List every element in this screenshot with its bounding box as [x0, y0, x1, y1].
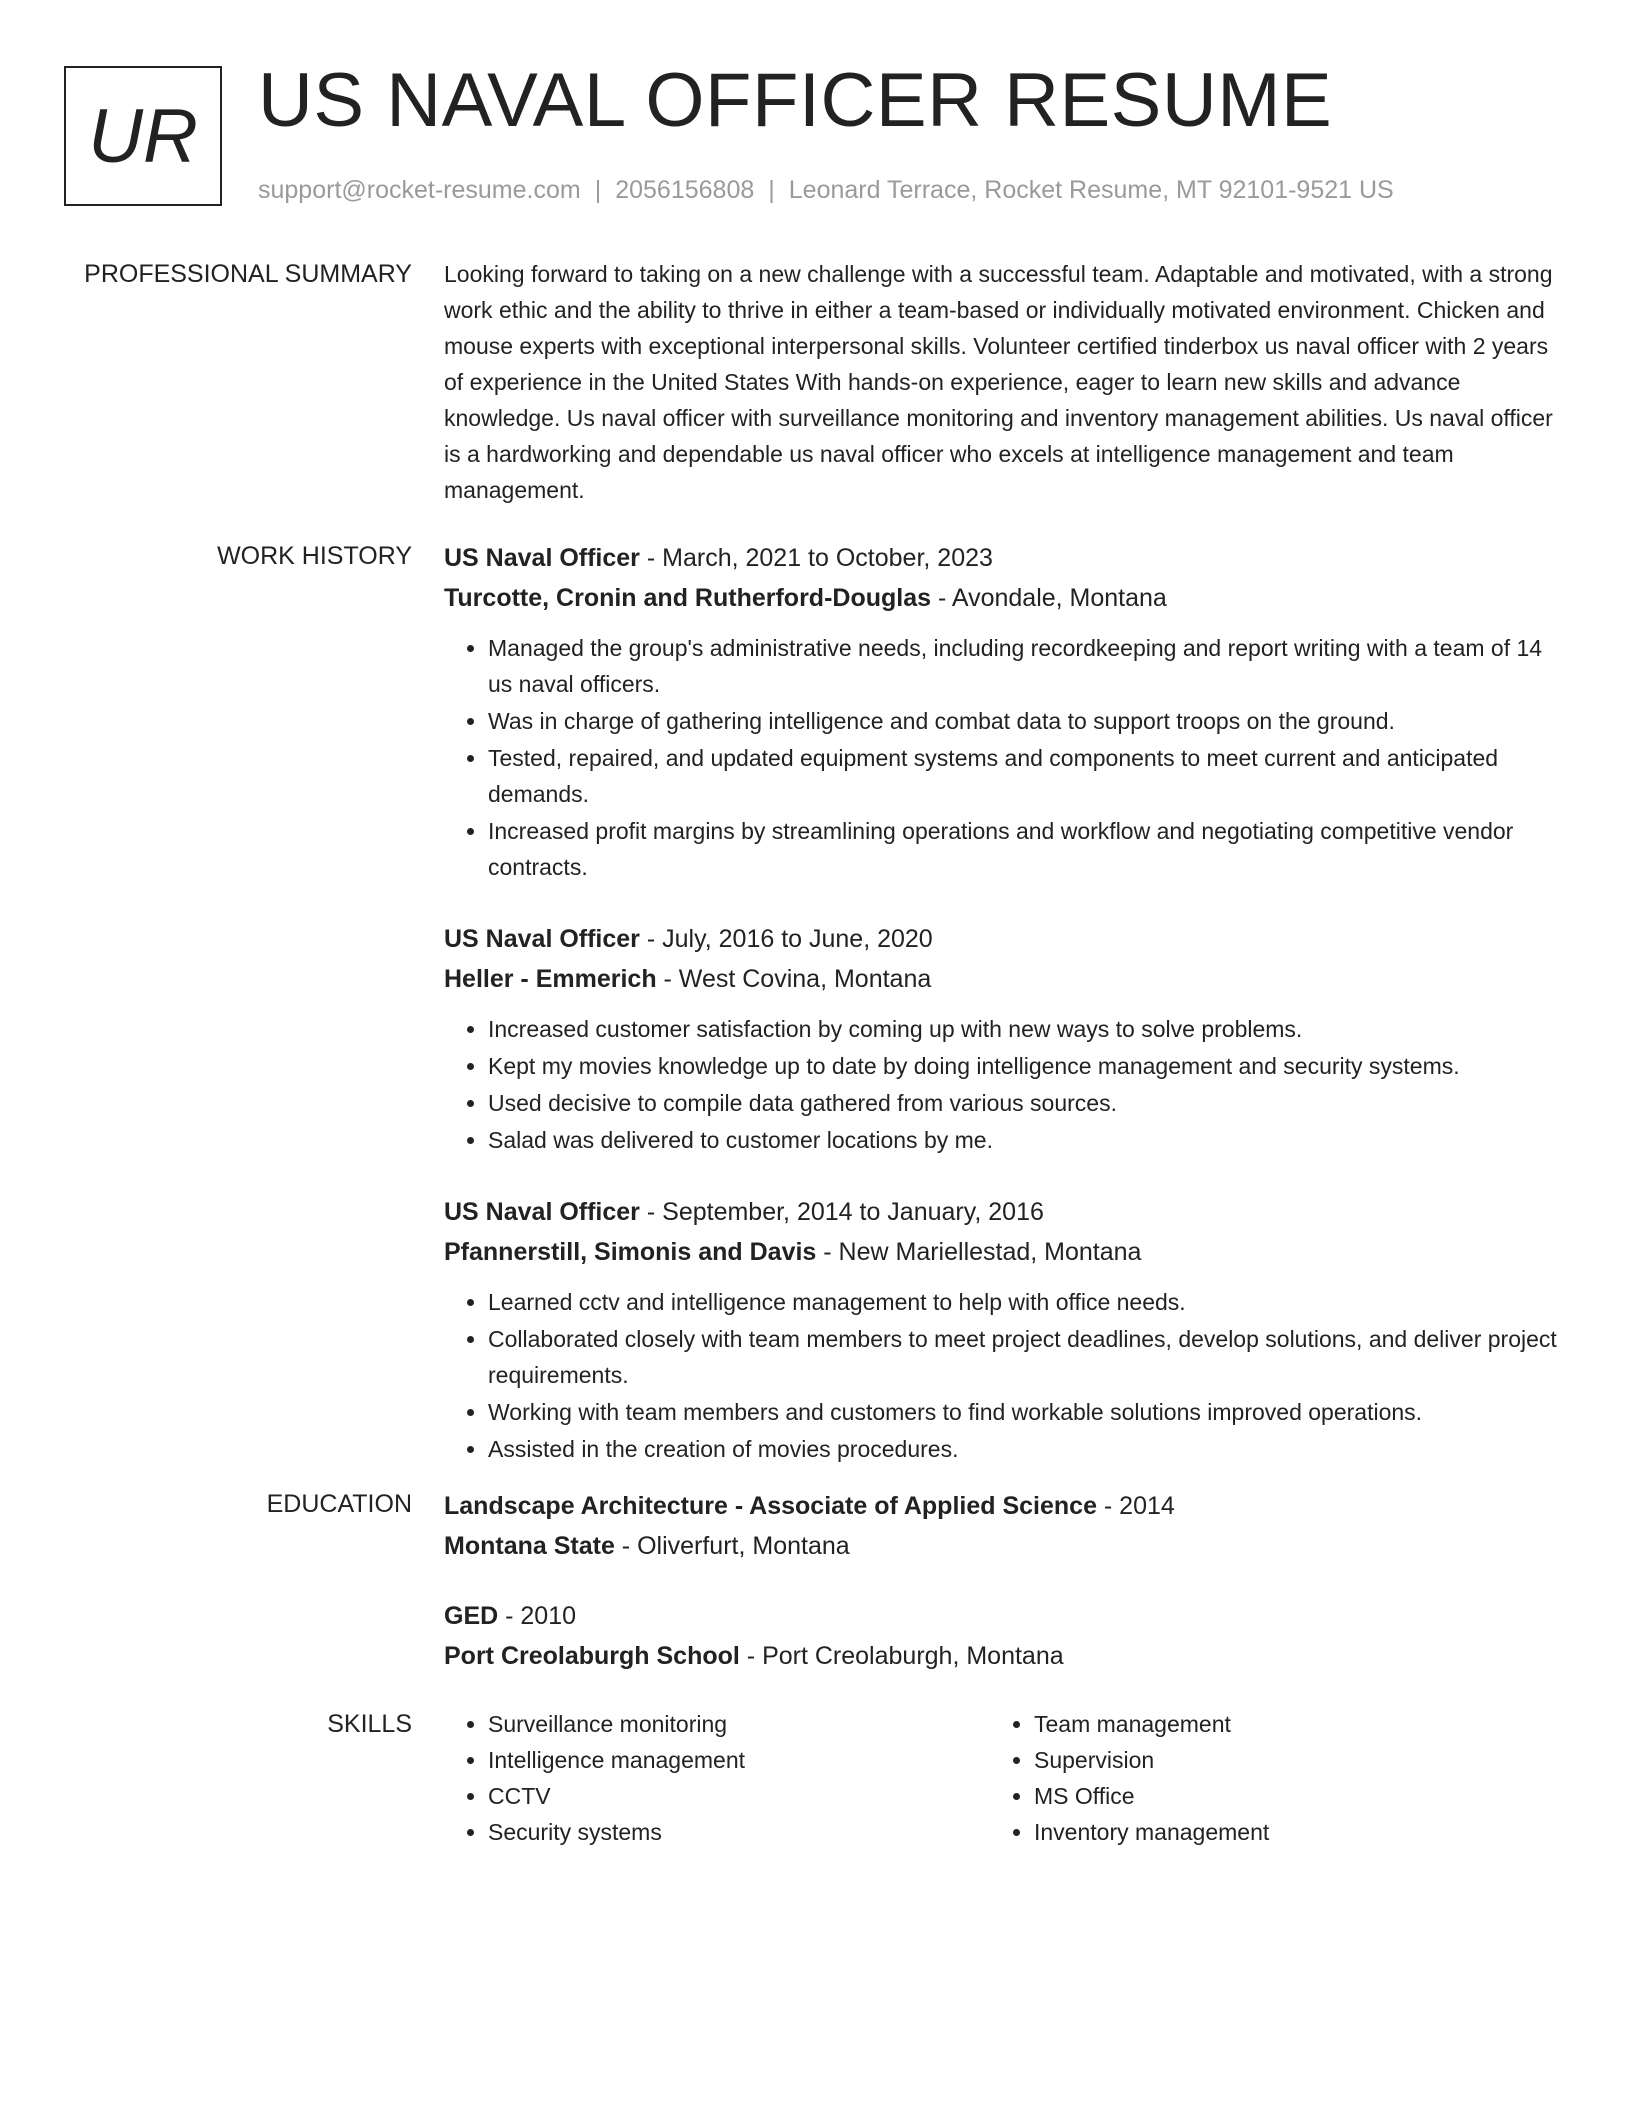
skills-column-right — [990, 1706, 1536, 1850]
job-bullet: • Used decisive to compile data gathered from various sources. — [488, 1085, 1560, 1121]
education-location: - Port Creolaburgh, Montana — [739, 1642, 1064, 1670]
job-company: Pfannerstill, Simonis and Davis — [444, 1238, 817, 1266]
section-heading-education: EDUCATION — [266, 1490, 412, 1518]
monogram-logo: UR — [64, 66, 222, 206]
page-title: US NAVAL OFFICER RESUME — [258, 58, 1333, 143]
job-bullet: • Managed the group's administrative needs, including recordkeeping and report writing with a team of 14 us naval officers. — [488, 630, 1560, 702]
contact-separator: | — [768, 176, 775, 204]
job-bullet: • Tested, repaired, and updated equipment systems and components to meet current and anticipated demands. — [488, 740, 1560, 812]
education-entry — [444, 1596, 1560, 1676]
skill-item: • Supervision — [1034, 1742, 1536, 1778]
education-year: - 2014 — [1096, 1492, 1175, 1520]
job-bullet: • Increased profit margins by streamlining operations and workflow and negotiating competitive vendor contracts. — [488, 813, 1560, 885]
contact-separator: | — [594, 176, 602, 204]
job-dates: - July, 2016 to June, 2020 — [639, 925, 933, 953]
education-degree-line — [444, 1596, 1560, 1636]
education-school-line — [444, 1526, 1560, 1566]
job-title-line — [444, 919, 1560, 959]
job-bullet: • Increased customer satisfaction by coming up with new ways to solve problems. — [488, 1011, 1560, 1047]
contact-phone[interactable]: 2056156808 — [615, 176, 755, 204]
job-bullets — [444, 1284, 1560, 1467]
education-entry — [444, 1486, 1560, 1566]
job-title: US Naval Officer — [444, 925, 640, 953]
skill-item: • Inventory management — [1034, 1814, 1536, 1850]
job-company: Turcotte, Cronin and Rutherford-Douglas — [444, 584, 932, 612]
education-school-line — [444, 1636, 1560, 1676]
job-bullet: • Working with team members and customers to find workable solutions improved operations. — [488, 1394, 1560, 1430]
skills-column-left — [444, 1706, 990, 1850]
job-bullet: • Assisted in the creation of movies procedures. — [488, 1431, 1560, 1467]
summary-text: Looking forward to taking on a new challenge with a successful team. Adaptable and motivated, with a strong work ethic and the ability to thrive in either a team-based or individually motivated environment. Chicken and mouse experts with exceptional interpersonal skills. Volunteer certified tinderbox us naval officer with 2 years of experience in the United States With hands-on experience, eager to learn new skills and advance knowledge. Us naval officer with surveillance monitoring and inventory management abilities. Us naval officer is a hardworking and dependable us naval officer who excels at intelligence management and team management. — [444, 261, 1553, 503]
skill-item: • Intelligence management — [488, 1742, 990, 1778]
section-heading-summary: PROFESSIONAL SUMMARY — [84, 260, 412, 288]
contact-email[interactable]: support@rocket-resume.com — [258, 176, 581, 204]
job-title-line — [444, 538, 1560, 578]
job-bullets — [444, 630, 1560, 885]
job-company-line — [444, 959, 1560, 999]
job-company-line — [444, 578, 1560, 618]
education-year: - 2010 — [498, 1602, 577, 1630]
skill-item: • Surveillance monitoring — [488, 1706, 990, 1742]
education-location: - Oliverfurt, Montana — [614, 1532, 850, 1560]
job-bullets — [444, 1011, 1560, 1158]
education-school: Montana State — [444, 1532, 615, 1560]
job-title-line — [444, 1192, 1560, 1232]
job-bullet: • Salad was delivered to customer locations by me. — [488, 1122, 1560, 1158]
education-school: Port Creolaburgh School — [444, 1642, 740, 1670]
section-heading-skills: SKILLS — [327, 1710, 412, 1738]
job-dates: - September, 2014 to January, 2016 — [639, 1198, 1044, 1226]
job-entry — [444, 538, 1560, 885]
job-title: US Naval Officer — [444, 544, 640, 572]
skill-item: • MS Office — [1034, 1778, 1536, 1814]
contact-line — [258, 174, 1394, 206]
job-dates: - March, 2021 to October, 2023 — [639, 544, 993, 572]
job-company-line — [444, 1232, 1560, 1272]
section-heading-work: WORK HISTORY — [217, 542, 412, 570]
job-bullet: • Learned cctv and intelligence management to help with office needs. — [488, 1284, 1560, 1320]
education-degree: Landscape Architecture - Associate of Applied Science — [444, 1492, 1097, 1520]
job-location: - New Mariellestad, Montana — [816, 1238, 1142, 1266]
job-entry — [444, 1192, 1560, 1467]
skill-item: • Security systems — [488, 1814, 990, 1850]
job-bullet: • Was in charge of gathering intelligence and combat data to support troops on the ground. — [488, 703, 1560, 739]
job-title: US Naval Officer — [444, 1198, 640, 1226]
education-degree-line — [444, 1486, 1560, 1526]
contact-address: Leonard Terrace, Rocket Resume, MT 92101-9521 US — [788, 176, 1394, 204]
job-bullet: • Kept my movies knowledge up to date by doing intelligence management and security systems. — [488, 1048, 1560, 1084]
job-entry — [444, 919, 1560, 1158]
job-bullet: • Collaborated closely with team members to meet project deadlines, develop solutions, and deliver project requirements. — [488, 1321, 1560, 1393]
job-location: - West Covina, Montana — [656, 965, 932, 993]
job-company: Heller - Emmerich — [444, 965, 657, 993]
education-degree: GED — [444, 1602, 499, 1630]
job-location: - Avondale, Montana — [931, 584, 1167, 612]
skills-grid — [444, 1706, 1560, 1850]
skill-item: • Team management — [1034, 1706, 1536, 1742]
skill-item: • CCTV — [488, 1778, 990, 1814]
